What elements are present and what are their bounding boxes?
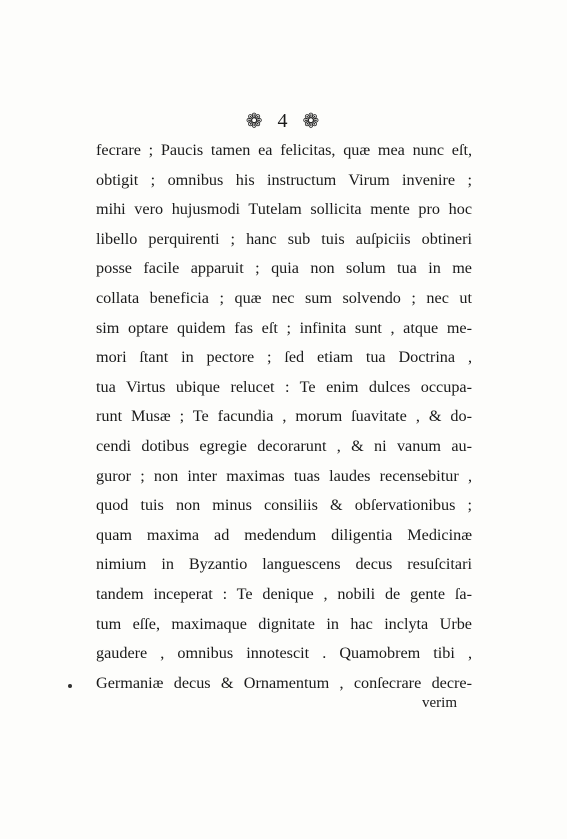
catchword: verim [422, 695, 457, 711]
text-line: sim optare quidem fas eſt ; infinita sunt , atque me- [96, 318, 472, 337]
text-line: Germaniæ decus & Ornamentum , conſecrare decre- [96, 673, 472, 692]
text-line: mihi vero hujusmodi Tutelam sollicita mente pro hoc [96, 200, 472, 219]
text-line: cendi dotibus egregie decorarunt , & ni vanum au- [96, 436, 472, 455]
page-header [0, 108, 567, 133]
body-text [96, 136, 472, 698]
text-line: gaudere , omnibus innotescit . Quamobrem tibi , [96, 644, 472, 663]
text-line: fecrare ; Paucis tamen ea felicitas, quæ mea nunc eſt, [96, 141, 472, 159]
text-line: posse facile apparuit ; quia non solum tua in me [96, 259, 472, 278]
text-line: guror ; non inter maximas tuas laudes recensebitur , [96, 466, 472, 485]
margin-dot [68, 684, 72, 688]
text-line: nimium in Byzantio languescens decus resuſcitari [96, 555, 472, 574]
text-line: quam maxima ad medendum diligentia Medicinæ [96, 525, 472, 544]
right-ornament-icon: ❁ [302, 110, 322, 133]
text-line: libello perquirenti ; hanc sub tuis auſpiciis obtineri [96, 229, 472, 248]
text-line: tandem inceperat : Te denique , nobili de gente ſa- [96, 584, 472, 603]
left-ornament-icon: ❁ [245, 110, 265, 133]
text-line: quod tuis non minus consiliis & obſervationibus ; [96, 496, 472, 515]
text-line: tum eſſe, maximaque dignitate in hac inclyta Urbe [96, 614, 472, 633]
text-line: obtigit ; omnibus his instructum Virum invenire ; [96, 170, 472, 189]
text-line: runt Musæ ; Te facundia , morum ſuavitate , & do- [96, 407, 472, 426]
text-line: mori ſtant in pectore ; ſed etiam tua Doctrina , [96, 348, 472, 367]
text-line: tua Virtus ubique relucet : Te enim dulces occupa- [96, 377, 472, 396]
page-number: 4 [277, 110, 290, 133]
text-line: collata beneficia ; quæ nec sum solvendo ; nec ut [96, 288, 472, 307]
